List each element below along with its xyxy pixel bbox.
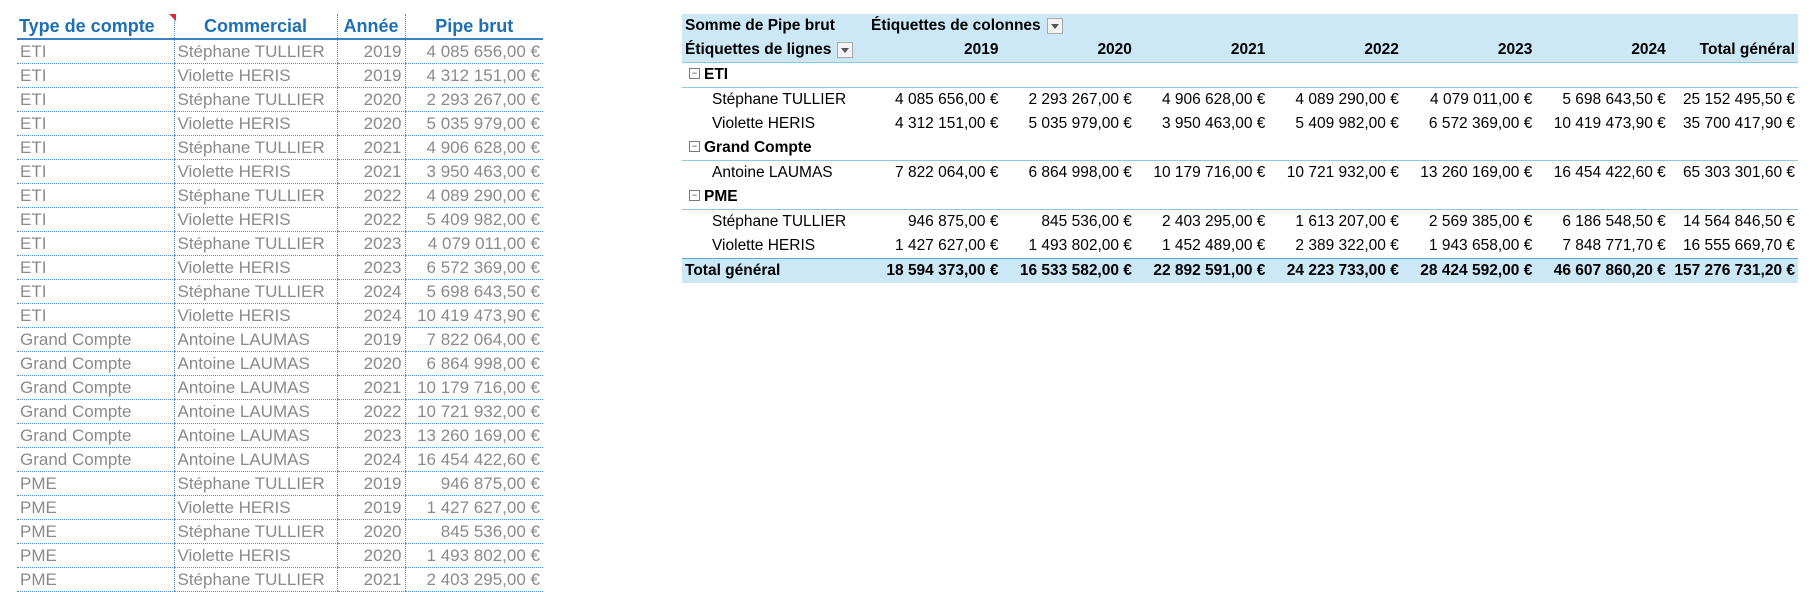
- cell-pipe-brut[interactable]: 4 085 656,00 €: [405, 39, 543, 64]
- header-commercial[interactable]: Commercial: [174, 14, 337, 39]
- cell-pipe-brut[interactable]: 13 260 169,00 €: [405, 424, 543, 448]
- pivot-grand-total-label[interactable]: Total général: [682, 259, 868, 284]
- cell-annee[interactable]: 2022: [337, 184, 405, 208]
- cell-pipe-brut[interactable]: 845 536,00 €: [405, 520, 543, 544]
- collapse-minus-icon[interactable]: −: [689, 141, 700, 152]
- cell-pipe-brut[interactable]: 10 721 932,00 €: [405, 400, 543, 424]
- cell-pipe-brut[interactable]: 1 493 802,00 €: [405, 544, 543, 568]
- cell-commercial[interactable]: Antoine LAUMAS: [174, 400, 337, 424]
- pivot-value-cell[interactable]: 4 079 011,00 €: [1430, 91, 1533, 108]
- cell-type-de-compte[interactable]: ETI: [17, 280, 174, 304]
- header-annee[interactable]: Année: [337, 14, 405, 39]
- pivot-value-cell[interactable]: 1 613 207,00 €: [1295, 213, 1399, 230]
- cell-pipe-brut[interactable]: 4 079 011,00 €: [405, 232, 543, 256]
- cell-commercial[interactable]: Stéphane TULLIER: [174, 568, 337, 592]
- cell-pipe-brut[interactable]: 6 572 369,00 €: [405, 256, 543, 280]
- cell-type-de-compte[interactable]: ETI: [17, 88, 174, 112]
- pivot-year-header[interactable]: 2024: [1535, 38, 1668, 63]
- pivot-grand-total-cell[interactable]: 22 892 591,00 €: [1135, 259, 1268, 284]
- pivot-group-label: Grand Compte: [704, 139, 812, 156]
- source-header-row: [17, 14, 543, 39]
- pivot-year-header[interactable]: 2022: [1268, 38, 1401, 63]
- cell-pipe-brut[interactable]: 4 089 290,00 €: [405, 184, 543, 208]
- pivot-value-cell[interactable]: 2 293 267,00 €: [1028, 91, 1132, 108]
- cell-pipe-brut[interactable]: 6 864 998,00 €: [405, 352, 543, 376]
- pivot-value-cell[interactable]: 5 409 982,00 €: [1295, 115, 1399, 132]
- cell-commercial[interactable]: Stéphane TULLIER: [174, 136, 337, 160]
- filter-dropdown-icon[interactable]: [837, 42, 853, 58]
- table-row: [17, 400, 543, 424]
- pivot-value-cell[interactable]: 6 864 998,00 €: [1028, 164, 1132, 181]
- pivot-row-label[interactable]: Stéphane TULLIER: [712, 91, 847, 108]
- pivot-year-header[interactable]: 2020: [1001, 38, 1134, 63]
- pivot-row-labels-cell[interactable]: [682, 38, 868, 63]
- pivot-value-cell[interactable]: 3 950 463,00 €: [1161, 115, 1266, 132]
- cell-commercial[interactable]: Violette HERIS: [174, 112, 337, 136]
- cell-pipe-brut[interactable]: 2 293 267,00 €: [405, 88, 543, 112]
- pivot-value-cell[interactable]: 4 906 628,00 €: [1161, 91, 1266, 108]
- pivot-value-cell[interactable]: 1 427 627,00 €: [895, 237, 999, 254]
- pivot-data-row: [682, 210, 1798, 235]
- pivot-group-row: [682, 185, 1798, 210]
- cell-type-de-compte[interactable]: Grand Compte: [17, 424, 174, 448]
- cell-type-de-compte[interactable]: ETI: [17, 160, 174, 184]
- table-row: [17, 184, 543, 208]
- cell-type-de-compte[interactable]: ETI: [17, 64, 174, 88]
- cell-commercial[interactable]: Antoine LAUMAS: [174, 424, 337, 448]
- pivot-year-header[interactable]: 2021: [1135, 38, 1268, 63]
- cell-annee[interactable]: 2020: [337, 352, 405, 376]
- pivot-value-cell[interactable]: 10 179 716,00 €: [1153, 164, 1266, 181]
- pivot-group-cell[interactable]: [682, 185, 1798, 210]
- pivot-column-labels-cell[interactable]: [868, 14, 1798, 38]
- cell-annee[interactable]: 2022: [337, 208, 405, 232]
- pivot-grand-total-value[interactable]: 157 276 731,20 €: [1669, 259, 1798, 284]
- pivot-year-header[interactable]: 2023: [1402, 38, 1535, 63]
- pivot-value-cell[interactable]: 10 419 473,90 €: [1553, 115, 1666, 132]
- pivot-grand-total-cell[interactable]: 16 533 582,00 €: [1001, 259, 1134, 284]
- pivot-row-label[interactable]: Violette HERIS: [712, 115, 816, 132]
- cell-type-de-compte[interactable]: PME: [17, 472, 174, 496]
- cell-commercial[interactable]: Stéphane TULLIER: [174, 232, 337, 256]
- table-row: [17, 376, 543, 400]
- pivot-grand-total-cell[interactable]: 46 607 860,20 €: [1535, 259, 1668, 284]
- cell-annee[interactable]: 2024: [337, 280, 405, 304]
- cell-pipe-brut[interactable]: 10 179 716,00 €: [405, 376, 543, 400]
- cell-annee[interactable]: 2021: [337, 136, 405, 160]
- cell-commercial[interactable]: Violette HERIS: [174, 544, 337, 568]
- cell-type-de-compte[interactable]: PME: [17, 496, 174, 520]
- cell-type-de-compte[interactable]: PME: [17, 544, 174, 568]
- cell-annee[interactable]: 2020: [337, 112, 405, 136]
- pivot-value-cell[interactable]: 7 822 064,00 €: [895, 164, 999, 181]
- cell-annee[interactable]: 2020: [337, 88, 405, 112]
- cell-commercial[interactable]: Stéphane TULLIER: [174, 472, 337, 496]
- cell-commercial[interactable]: Violette HERIS: [174, 64, 337, 88]
- table-row: [17, 424, 543, 448]
- cell-pipe-brut[interactable]: 5 698 643,50 €: [405, 280, 543, 304]
- cell-commercial[interactable]: Antoine LAUMAS: [174, 376, 337, 400]
- pivot-value-cell[interactable]: 845 536,00 €: [1041, 213, 1132, 230]
- pivot-grand-total-cell[interactable]: 18 594 373,00 €: [868, 259, 1001, 284]
- cell-type-de-compte[interactable]: Grand Compte: [17, 400, 174, 424]
- table-row: [17, 64, 543, 88]
- table-row: [17, 208, 543, 232]
- cell-type-de-compte[interactable]: Grand Compte: [17, 448, 174, 472]
- cell-annee[interactable]: 2019: [337, 496, 405, 520]
- table-row: [17, 568, 543, 592]
- pivot-row-total[interactable]: 14 564 846,50 €: [1682, 213, 1795, 230]
- cell-commercial[interactable]: Stéphane TULLIER: [174, 520, 337, 544]
- table-row: [17, 328, 543, 352]
- cell-annee[interactable]: 2024: [337, 304, 405, 328]
- pivot-grand-total-cell[interactable]: 24 223 733,00 €: [1268, 259, 1401, 284]
- pivot-table: [682, 14, 1798, 283]
- pivot-value-cell[interactable]: 7 848 771,70 €: [1562, 237, 1666, 254]
- cell-commercial[interactable]: Stéphane TULLIER: [174, 88, 337, 112]
- cell-type-de-compte[interactable]: ETI: [17, 304, 174, 328]
- cell-annee[interactable]: 2020: [337, 520, 405, 544]
- cell-pipe-brut[interactable]: 10 419 473,90 €: [405, 304, 543, 328]
- pivot-group-label: PME: [704, 188, 738, 205]
- table-row: [17, 136, 543, 160]
- pivot-body: [682, 14, 1798, 283]
- header-pipe-brut[interactable]: Pipe brut: [405, 14, 543, 39]
- header-type-de-compte[interactable]: [17, 14, 174, 39]
- cell-annee[interactable]: 2023: [337, 424, 405, 448]
- cell-commercial[interactable]: Stéphane TULLIER: [174, 184, 337, 208]
- pivot-value-cell[interactable]: 5 035 979,00 €: [1028, 115, 1132, 132]
- pivot-value-cell[interactable]: 2 569 385,00 €: [1428, 213, 1533, 230]
- cell-annee[interactable]: 2023: [337, 232, 405, 256]
- table-row: [17, 160, 543, 184]
- pivot-grand-total-row: [682, 259, 1798, 284]
- cell-pipe-brut[interactable]: 7 822 064,00 €: [405, 328, 543, 352]
- pivot-value-cell[interactable]: 6 572 369,00 €: [1428, 115, 1533, 132]
- table-row: [17, 472, 543, 496]
- cell-type-de-compte[interactable]: Grand Compte: [17, 376, 174, 400]
- pivot-total-header[interactable]: Total général: [1669, 38, 1798, 63]
- header-label: Type de compte: [19, 15, 155, 36]
- pivot-value-cell[interactable]: 6 186 548,50 €: [1562, 213, 1666, 230]
- pivot-row-total[interactable]: 65 303 301,60 €: [1682, 164, 1795, 181]
- pivot-value-cell[interactable]: 10 721 932,00 €: [1286, 164, 1399, 181]
- cell-commercial[interactable]: Antoine LAUMAS: [174, 448, 337, 472]
- pivot-value-cell[interactable]: 4 312 151,00 €: [895, 115, 999, 132]
- cell-annee[interactable]: 2024: [337, 448, 405, 472]
- cell-commercial[interactable]: Stéphane TULLIER: [174, 39, 337, 64]
- cell-type-de-compte[interactable]: ETI: [17, 256, 174, 280]
- pivot-data-row: [682, 88, 1798, 113]
- collapse-minus-icon[interactable]: −: [689, 190, 700, 201]
- pivot-row-labels: Étiquettes de lignes: [685, 41, 832, 58]
- pivot-group-cell[interactable]: [682, 136, 1798, 161]
- cell-commercial[interactable]: Violette HERIS: [174, 160, 337, 184]
- pivot-group-row: [682, 136, 1798, 161]
- cell-annee[interactable]: 2021: [337, 160, 405, 184]
- pivot-row-label[interactable]: Stéphane TULLIER: [712, 213, 847, 230]
- pivot-value-cell[interactable]: 16 454 422,60 €: [1553, 164, 1666, 181]
- cell-annee[interactable]: 2023: [337, 256, 405, 280]
- table-row: [17, 280, 543, 304]
- pivot-value-label[interactable]: Somme de Pipe brut: [682, 14, 868, 38]
- pivot-value-cell[interactable]: 2 403 295,00 €: [1161, 213, 1266, 230]
- cell-type-de-compte[interactable]: ETI: [17, 208, 174, 232]
- cell-pipe-brut[interactable]: 4 906 628,00 €: [405, 136, 543, 160]
- cell-annee[interactable]: 2019: [337, 39, 405, 64]
- pivot-grand-total-cell[interactable]: 28 424 592,00 €: [1402, 259, 1535, 284]
- cell-type-de-compte[interactable]: ETI: [17, 232, 174, 256]
- table-row: [17, 448, 543, 472]
- cell-annee[interactable]: 2022: [337, 400, 405, 424]
- cell-pipe-brut[interactable]: 4 312 151,00 €: [405, 64, 543, 88]
- pivot-data-row: [682, 112, 1798, 136]
- pivot-value-cell[interactable]: 946 875,00 €: [907, 213, 999, 230]
- pivot-value-cell[interactable]: 1 493 802,00 €: [1028, 237, 1132, 254]
- cell-annee[interactable]: 2020: [337, 544, 405, 568]
- cell-type-de-compte[interactable]: PME: [17, 520, 174, 544]
- pivot-group-row: [682, 63, 1798, 88]
- table-row: [17, 256, 543, 280]
- table-row: [17, 496, 543, 520]
- pivot-value-cell[interactable]: 1 943 658,00 €: [1428, 237, 1533, 254]
- pivot-data-row: [682, 234, 1798, 259]
- pivot-value-cell[interactable]: 2 389 322,00 €: [1295, 237, 1399, 254]
- pivot-year-header[interactable]: 2019: [868, 38, 1001, 63]
- cell-type-de-compte[interactable]: Grand Compte: [17, 352, 174, 376]
- cell-annee[interactable]: 2021: [337, 568, 405, 592]
- cell-type-de-compte[interactable]: ETI: [17, 112, 174, 136]
- cell-pipe-brut[interactable]: 5 409 982,00 €: [405, 208, 543, 232]
- pivot-data-row: [682, 161, 1798, 186]
- pivot-value-cell[interactable]: 4 089 290,00 €: [1295, 91, 1399, 108]
- cell-annee[interactable]: 2019: [337, 472, 405, 496]
- cell-type-de-compte[interactable]: Grand Compte: [17, 328, 174, 352]
- pivot-row-total[interactable]: 25 152 495,50 €: [1682, 91, 1795, 108]
- cell-commercial[interactable]: Antoine LAUMAS: [174, 352, 337, 376]
- table-row: [17, 39, 543, 64]
- cell-commercial[interactable]: Violette HERIS: [174, 256, 337, 280]
- cell-annee[interactable]: 2019: [337, 328, 405, 352]
- cell-commercial[interactable]: Stéphane TULLIER: [174, 280, 337, 304]
- table-row: [17, 88, 543, 112]
- pivot-column-labels: Étiquettes de colonnes: [870, 17, 1041, 34]
- table-row: [17, 352, 543, 376]
- pivot-row-total[interactable]: 35 700 417,90 €: [1682, 115, 1795, 132]
- cell-commercial[interactable]: Violette HERIS: [174, 496, 337, 520]
- source-table-body: [17, 39, 543, 592]
- cell-type-de-compte[interactable]: PME: [17, 568, 174, 592]
- pivot-value-cell[interactable]: 4 085 656,00 €: [895, 91, 999, 108]
- cell-pipe-brut[interactable]: 2 403 295,00 €: [405, 568, 543, 592]
- table-row: [17, 520, 543, 544]
- cell-type-de-compte[interactable]: ETI: [17, 136, 174, 160]
- cell-annee[interactable]: 2021: [337, 376, 405, 400]
- source-data-table: [17, 14, 543, 592]
- pivot-value-cell[interactable]: 5 698 643,50 €: [1562, 91, 1666, 108]
- pivot-group-label: ETI: [704, 66, 729, 83]
- collapse-minus-icon[interactable]: −: [689, 68, 700, 79]
- table-row: [17, 232, 543, 256]
- cell-pipe-brut[interactable]: 946 875,00 €: [405, 472, 543, 496]
- pivot-value-cell[interactable]: 1 452 489,00 €: [1161, 237, 1266, 254]
- cell-commercial[interactable]: Antoine LAUMAS: [174, 328, 337, 352]
- cell-pipe-brut[interactable]: 16 454 422,60 €: [405, 448, 543, 472]
- cell-type-de-compte[interactable]: ETI: [17, 39, 174, 64]
- cell-pipe-brut[interactable]: 3 950 463,00 €: [405, 160, 543, 184]
- table-row: [17, 544, 543, 568]
- pivot-header-row-1: [682, 14, 1798, 38]
- pivot-row-label[interactable]: Violette HERIS: [712, 237, 816, 254]
- pivot-header-row-2: [682, 38, 1798, 63]
- cell-type-de-compte[interactable]: ETI: [17, 184, 174, 208]
- cell-commercial[interactable]: Violette HERIS: [174, 208, 337, 232]
- cell-pipe-brut[interactable]: 1 427 627,00 €: [405, 496, 543, 520]
- pivot-row-total[interactable]: 16 555 669,70 €: [1682, 237, 1795, 254]
- cell-pipe-brut[interactable]: 5 035 979,00 €: [405, 112, 543, 136]
- cell-commercial[interactable]: Violette HERIS: [174, 304, 337, 328]
- pivot-row-label[interactable]: Antoine LAUMAS: [712, 164, 833, 181]
- table-row: [17, 112, 543, 136]
- filter-dropdown-icon[interactable]: [1047, 18, 1063, 34]
- cell-annee[interactable]: 2019: [337, 64, 405, 88]
- table-row: [17, 304, 543, 328]
- pivot-value-cell[interactable]: 13 260 169,00 €: [1420, 164, 1533, 181]
- pivot-group-cell[interactable]: [682, 63, 1798, 88]
